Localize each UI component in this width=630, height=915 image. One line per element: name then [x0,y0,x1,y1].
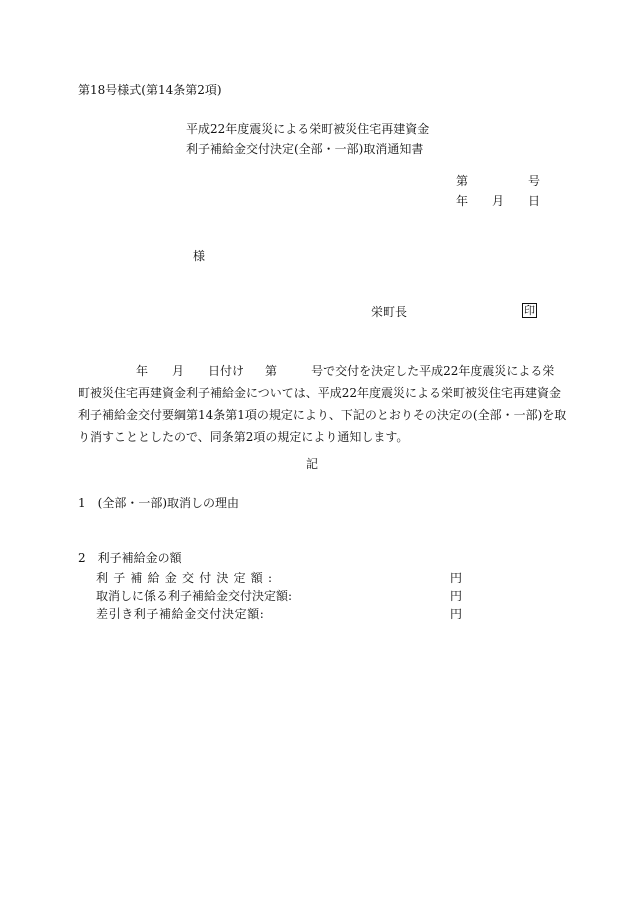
issuer-name: 栄町長 [371,305,408,319]
item-2-subsidy-amount: 2 利子補給金の額 [78,551,182,565]
body-line-3: 利子補給金交付要綱第14条第1項の規定により、下記のとおりその決定の(全部・一部)を取 [78,408,567,422]
amount-label-decided: 利子補給金交付決定額: [96,571,278,585]
item-1-cancellation-reason: 1 (全部・一部)取消しの理由 [78,496,239,510]
document-title-line2: 利子補給金交付決定(全部・一部)取消通知書 [186,142,424,156]
document-number-prefix: 第 [456,174,469,188]
body-day: 日付け [208,364,245,378]
date-day: 日 [528,194,541,208]
form-number: 第18号様式(第14条第2項) [78,83,222,97]
amount-unit-remaining: 円 [450,607,463,621]
body-dai: 第 [265,364,278,378]
ki-heading: 記 [306,457,319,471]
body-line-1 [78,360,564,382]
amount-label-cancelled: 取消しに係る利子補給金交付決定額: [96,589,293,603]
body-month: 月 [172,364,185,378]
amount-unit-decided: 円 [450,571,463,585]
document-number-suffix: 号 [528,174,541,188]
body-line-4: り消すこととしたので、同条第2項の規定により通知します。 [78,430,409,444]
date-year: 年 [456,194,469,208]
date-month: 月 [492,194,505,208]
amount-unit-cancelled: 円 [450,589,463,603]
amount-label-remaining: 差引き利子補給金交付決定額: [96,607,265,621]
body-paragraph [78,360,567,448]
addressee-honorific: 様 [193,249,206,263]
body-line1-rest: 号で交付を決定した平成22年度震災による栄 [311,364,555,378]
body-line-2: 町被災住宅再建資金利子補給金については、平成22年度震災による栄町被災住宅再建資金 [78,386,562,400]
body-year: 年 [136,364,149,378]
seal-stamp: 印 [524,304,535,317]
document-title-line1: 平成22年度震災による栄町被災住宅再建資金 [186,122,430,136]
